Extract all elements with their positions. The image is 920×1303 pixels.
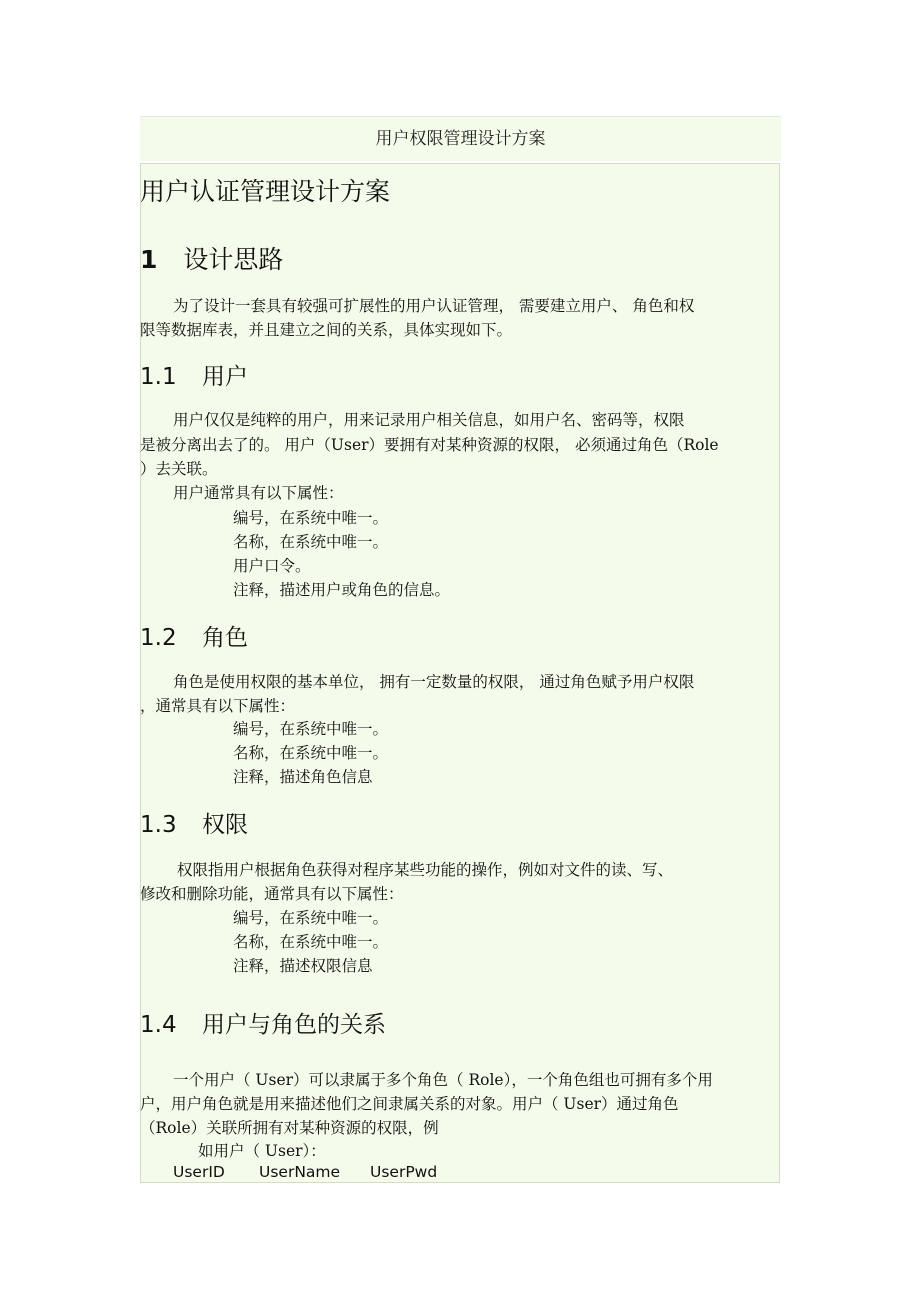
paragraph-line: 用户通常具有以下属性： <box>173 484 344 502</box>
list-item: 注释，描述权限信息 <box>233 957 373 975</box>
section-1-4-heading <box>140 1006 386 1039</box>
section-number: 1.1 <box>140 364 177 390</box>
list-item: 名称，在系统中唯一。 <box>233 933 389 951</box>
list-item: 编号，在系统中唯一。 <box>233 909 389 927</box>
list-item: 编号，在系统中唯一。 <box>233 509 389 527</box>
paragraph-line: 角色是使用权限的基本单位， 拥有一定数量的权限， 通过角色赋予用户权限 <box>173 673 695 691</box>
paragraph-line: 如用户（ User）： <box>198 1142 326 1160</box>
doc-title: 用户认证管理设计方案 <box>140 177 391 206</box>
section-1-2-heading <box>140 619 248 652</box>
section-number: 1.3 <box>140 812 177 838</box>
list-item: 编号，在系统中唯一。 <box>233 720 389 738</box>
page-header <box>140 116 781 161</box>
paragraph-line: 限等数据库表，并且建立之间的关系，具体实现如下。 <box>140 321 513 339</box>
list-item: 名称，在系统中唯一。 <box>233 533 389 551</box>
section-title: 角色 <box>202 625 248 651</box>
paragraph-line: （Role）关联所拥有对某种资源的权限，例 <box>140 1119 439 1137</box>
paragraph-line: 为了设计一套具有较强可扩展性的用户认证管理， 需要建立用户、 角色和权 <box>173 297 695 315</box>
section-1-1-heading <box>140 358 248 391</box>
paragraph-line: 是被分离出去了的。 用户（User）要拥有对某种资源的权限， 必须通过角色（Role <box>140 436 719 454</box>
column-header: UserName <box>259 1163 341 1181</box>
column-header: UserPwd <box>370 1163 438 1181</box>
example-columns <box>173 1162 437 1181</box>
section-title: 用户 <box>202 364 248 390</box>
list-item: 用户口令。 <box>233 557 311 575</box>
paragraph-line: 户，用户角色就是用来描述他们之间隶属关系的对象。用户（ User）通过角色 <box>140 1095 679 1113</box>
paragraph-line: 修改和删除功能，通常具有以下属性： <box>140 885 404 903</box>
list-item: 注释，描述用户或角色的信息。 <box>233 581 451 599</box>
section-1-3-heading <box>140 806 248 839</box>
section-title: 权限 <box>202 812 248 838</box>
paragraph-line: ）去关联。 <box>140 460 218 478</box>
section-number: 1 <box>140 245 158 274</box>
paragraph-line: 用户仅仅是纯粹的用户，用来记录用户相关信息，如用户名、密码等，权限 <box>173 411 685 429</box>
header-title: 用户权限管理设计方案 <box>375 129 546 149</box>
list-item: 注释，描述角色信息 <box>233 768 373 786</box>
list-item: 名称，在系统中唯一。 <box>233 744 389 762</box>
paragraph-line: 权限指用户根据角色获得对程序某些功能的操作，例如对文件的读、写、 <box>177 861 674 879</box>
paragraph-line: ，通常具有以下属性： <box>140 697 296 715</box>
section-number: 1.2 <box>140 625 177 651</box>
column-header: UserID <box>173 1163 225 1181</box>
section-title: 设计思路 <box>183 245 284 274</box>
section-1-heading <box>140 240 283 276</box>
section-number: 1.4 <box>140 1012 177 1038</box>
section-title: 用户与角色的关系 <box>202 1012 386 1038</box>
paragraph-line: 一个用户（ User）可以隶属于多个角色（ Role），一个角色组也可拥有多个用 <box>173 1071 713 1089</box>
